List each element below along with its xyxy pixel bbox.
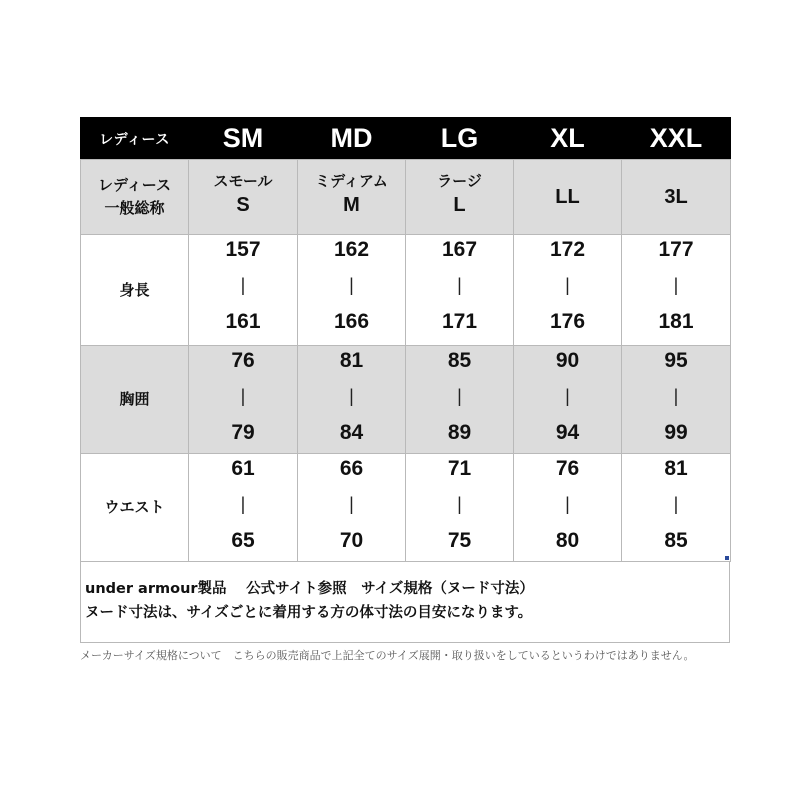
general-name-cell xyxy=(188,159,298,235)
range-separator: | xyxy=(565,494,570,514)
range-min: 157 xyxy=(225,238,261,261)
measure-range-cell xyxy=(405,453,514,562)
size-note-box xyxy=(80,561,730,643)
range-min: 76 xyxy=(555,457,580,480)
range-separator: | xyxy=(565,275,570,295)
general-label-line-2: 一般総称 xyxy=(104,199,165,217)
range-max: 94 xyxy=(555,421,580,444)
range-max: 75 xyxy=(447,529,472,552)
measure-range-cell xyxy=(188,453,298,562)
range-max: 176 xyxy=(549,310,586,333)
range-max: 161 xyxy=(225,310,261,333)
range-max: 85 xyxy=(664,529,688,552)
measure-range-cell xyxy=(621,234,731,346)
general-name-code: LL xyxy=(555,185,580,208)
range-separator: | xyxy=(240,386,246,406)
measure-range-cell xyxy=(188,234,298,346)
measure-label: 胸囲 xyxy=(119,390,150,408)
range-separator: | xyxy=(457,494,462,514)
range-separator: | xyxy=(349,494,354,514)
size-code-4: XL xyxy=(550,123,585,153)
general-label-line-1: レディース xyxy=(97,176,172,194)
measure-label-cell xyxy=(80,345,189,454)
size-note-line-1: under armour製品 公式サイト参照 サイズ規格（ヌード寸法） xyxy=(85,581,534,597)
measure-range-cell xyxy=(297,234,406,346)
header-row-label-cell xyxy=(80,117,189,160)
range-min: 85 xyxy=(447,349,472,372)
range-min: 177 xyxy=(658,238,694,261)
range-max: 84 xyxy=(339,421,364,444)
range-min: 81 xyxy=(664,457,688,480)
range-separator: | xyxy=(673,275,679,295)
range-max: 99 xyxy=(664,421,688,444)
range-separator: | xyxy=(565,386,570,406)
general-name-code: L xyxy=(453,194,466,216)
general-name-jp: スモール xyxy=(213,172,273,190)
measure-range-cell xyxy=(621,345,731,454)
general-name-jp: ラージ xyxy=(437,172,482,190)
range-max: 70 xyxy=(339,529,364,552)
range-max: 166 xyxy=(333,310,370,333)
range-min: 167 xyxy=(441,238,478,261)
size-code-3: LG xyxy=(440,123,479,153)
measure-range-cell xyxy=(188,345,298,454)
size-note-line-2: ヌード寸法は、サイズごとに着用する方の体寸法の目安になります。 xyxy=(85,605,533,621)
size-code-2: MD xyxy=(330,123,373,153)
general-name-cell xyxy=(405,159,514,235)
range-min: 81 xyxy=(339,349,364,372)
size-code-5: XXL xyxy=(649,123,703,153)
measure-range-cell xyxy=(297,345,406,454)
range-separator: | xyxy=(240,494,246,514)
range-min: 90 xyxy=(555,349,580,372)
header-size-cell xyxy=(297,117,406,160)
general-name-jp: ミディアム xyxy=(315,172,388,190)
general-name-code: M xyxy=(343,194,360,216)
range-min: 172 xyxy=(549,238,586,261)
range-max: 171 xyxy=(441,310,478,333)
range-max: 80 xyxy=(555,529,580,552)
size-chart-table xyxy=(80,117,730,561)
range-separator: | xyxy=(457,275,462,295)
range-separator: | xyxy=(349,275,354,295)
range-max: 181 xyxy=(658,310,694,333)
range-separator: | xyxy=(673,494,679,514)
range-min: 95 xyxy=(664,349,688,372)
size-code-1: SM xyxy=(222,123,264,153)
measure-range-cell xyxy=(405,234,514,346)
header-row-label: レディース xyxy=(99,131,170,148)
measure-range-cell xyxy=(513,345,622,454)
range-min: 162 xyxy=(333,238,370,261)
range-min: 61 xyxy=(231,457,255,480)
header-size-cell xyxy=(621,117,731,160)
measure-label: ウエスト xyxy=(104,498,165,516)
range-min: 76 xyxy=(231,349,255,372)
range-separator: | xyxy=(457,386,462,406)
measure-range-cell xyxy=(513,234,622,346)
manufacturer-size-caption: メーカーサイズ規格について こちらの販売商品で上記全てのサイズ展開・取り扱いをしているというわけではありません。 xyxy=(80,649,695,662)
general-name-cell xyxy=(513,159,622,235)
header-size-cell xyxy=(513,117,622,160)
range-separator: | xyxy=(240,275,246,295)
header-size-cell xyxy=(405,117,514,160)
measure-range-cell xyxy=(621,453,731,562)
range-min: 66 xyxy=(339,457,364,480)
measure-label-cell xyxy=(80,234,189,346)
general-name-code: 3L xyxy=(664,185,688,208)
header-size-cell xyxy=(188,117,298,160)
measure-label: 身長 xyxy=(119,280,150,299)
measure-range-cell xyxy=(297,453,406,562)
measure-label-cell xyxy=(80,453,189,562)
range-max: 89 xyxy=(447,421,472,444)
range-min: 71 xyxy=(447,457,472,480)
general-name-cell xyxy=(297,159,406,235)
general-name-label-cell xyxy=(80,159,189,235)
range-separator: | xyxy=(673,386,679,406)
measure-range-cell xyxy=(405,345,514,454)
general-name-code: S xyxy=(236,194,250,216)
corner-marker xyxy=(725,556,729,560)
measure-range-cell xyxy=(513,453,622,562)
range-separator: | xyxy=(349,386,354,406)
range-max: 79 xyxy=(231,421,255,444)
range-max: 65 xyxy=(231,529,255,552)
general-name-cell xyxy=(621,159,731,235)
